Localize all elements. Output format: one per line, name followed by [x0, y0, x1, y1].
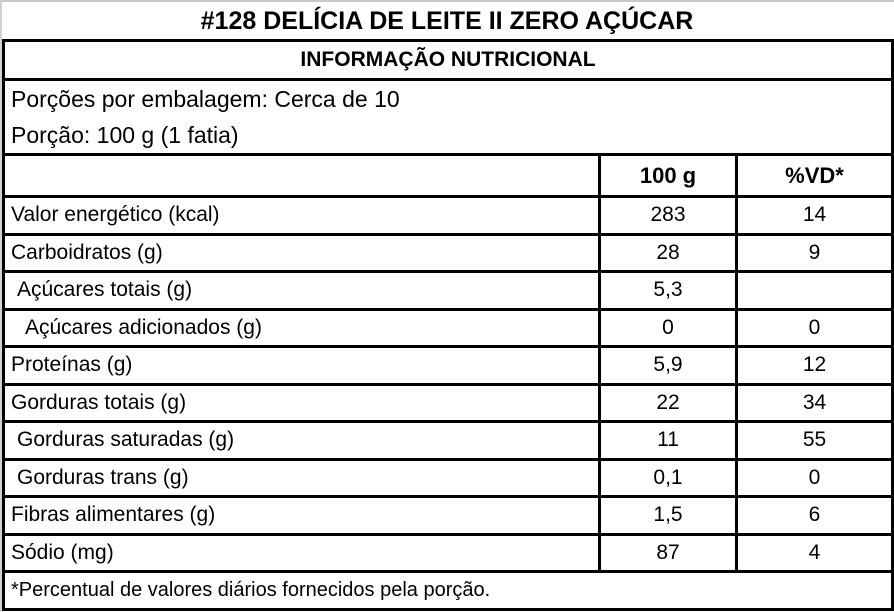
- nutrient-amount: 1,5: [600, 497, 737, 535]
- nutrient-amount: 28: [600, 234, 737, 272]
- nutrient-amount: 283: [600, 197, 737, 235]
- nutrient-vd: [737, 272, 893, 310]
- portion-size: Porção: 100 g (1 fatia): [11, 122, 239, 148]
- table-row: [4, 347, 893, 385]
- portions-per-package: Porções por embalagem: Cerca de 10: [11, 86, 400, 112]
- nutrient-name: Sódio (mg): [4, 534, 600, 572]
- footnote: *Percentual de valores diários fornecidos pela porção.: [4, 572, 893, 610]
- nutrient-vd: 0: [737, 459, 893, 497]
- column-header-amount: 100 g: [600, 155, 737, 197]
- table-row: [4, 534, 893, 572]
- nutrient-amount: 5,9: [600, 347, 737, 385]
- column-header-name: [4, 155, 600, 197]
- product-title: #128 DELÍCIA DE LEITE II ZERO AÇÚCAR: [200, 7, 694, 35]
- nutrient-amount: 0,1: [600, 459, 737, 497]
- portion-info: [4, 80, 893, 155]
- nutrient-vd: 14: [737, 197, 893, 235]
- nutrient-amount: 5,3: [600, 272, 737, 310]
- table-row: [4, 309, 893, 347]
- table-row: [4, 384, 893, 422]
- table-row: [4, 197, 893, 235]
- nutrient-vd: 55: [737, 422, 893, 460]
- table-row: [4, 459, 893, 497]
- nutrient-vd: 34: [737, 384, 893, 422]
- table-heading: INFORMAÇÃO NUTRICIONAL: [4, 41, 893, 80]
- nutrient-name: Açúcares adicionados (g): [4, 309, 600, 347]
- column-header-vd: %VD*: [737, 155, 893, 197]
- nutrient-name: Valor energético (kcal): [4, 197, 600, 235]
- table-row: [4, 234, 893, 272]
- column-header-row: [4, 155, 893, 197]
- nutrient-vd: 0: [737, 309, 893, 347]
- nutrient-amount: 87: [600, 534, 737, 572]
- nutrient-vd: 4: [737, 534, 893, 572]
- table-row: [4, 497, 893, 535]
- nutrition-table: [2, 39, 894, 611]
- nutrient-amount: 11: [600, 422, 737, 460]
- nutrient-amount: 22: [600, 384, 737, 422]
- nutrient-name: Gorduras saturadas (g): [4, 422, 600, 460]
- nutrient-name: Carboidratos (g): [4, 234, 600, 272]
- nutrient-name: Fibras alimentares (g): [4, 497, 600, 535]
- nutrient-name: Proteínas (g): [4, 347, 600, 385]
- nutrient-amount: 0: [600, 309, 737, 347]
- nutrient-vd: 12: [737, 347, 893, 385]
- nutrient-name: Gorduras trans (g): [4, 459, 600, 497]
- nutrient-name: Açúcares totais (g): [4, 272, 600, 310]
- nutrient-name: Gorduras totais (g): [4, 384, 600, 422]
- nutrient-vd: 6: [737, 497, 893, 535]
- table-row: [4, 422, 893, 460]
- table-row: [4, 272, 893, 310]
- nutrient-vd: 9: [737, 234, 893, 272]
